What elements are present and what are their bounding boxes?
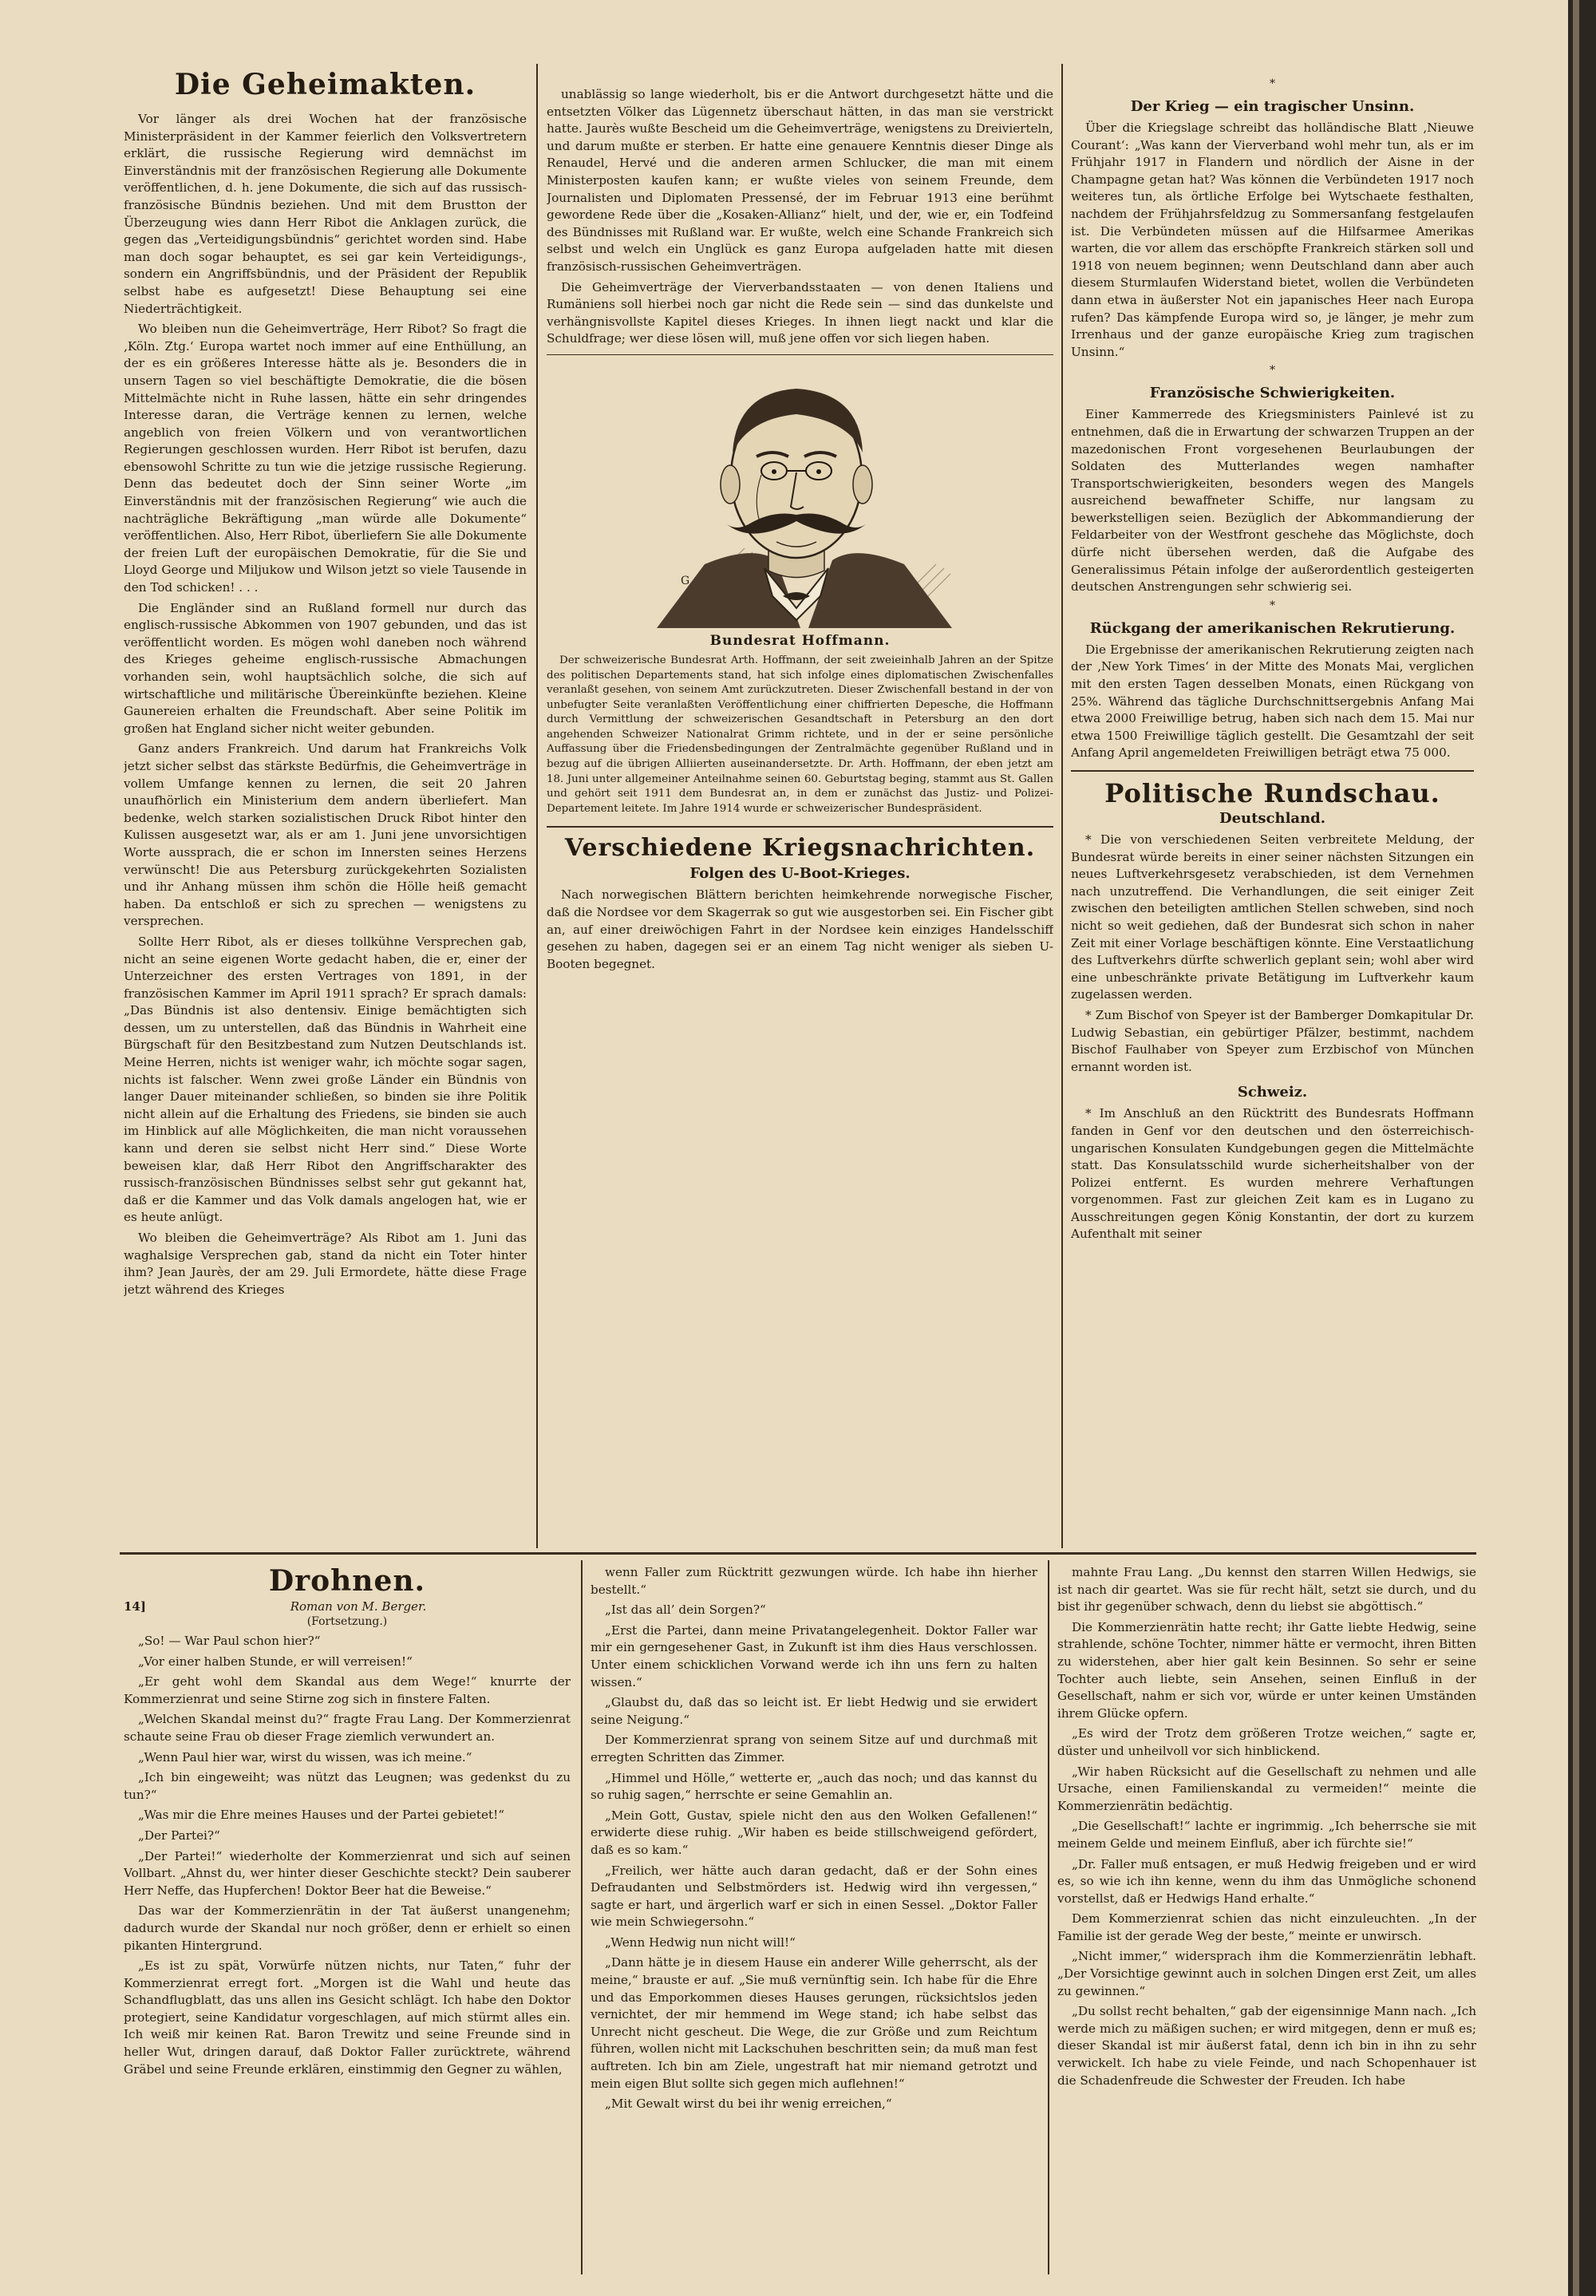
- paragraph: „Er geht wohl dem Skandal aus dem Wege!“ knurrte der Kommerzienrat und seine Stirne zog sich in finstere Falten.: [124, 1674, 571, 1706]
- column-rule: [581, 1560, 583, 2274]
- serial-byline-row: [124, 1599, 571, 1614]
- portrait-illustration: [633, 365, 968, 628]
- serial-column-1: [124, 1564, 571, 2266]
- subhead-krieg-unsinn: Der Krieg — ein tragischer Unsinn.: [1130, 98, 1415, 115]
- paragraph: Einer Kammerrede des Kriegsministers Painlevé ist zu entnehmen, daß die in Erwartung der schwarzen Truppen an der mazedonischen Front vorgesehenen Beurlaubungen der Soldaten des Mutterlandes wegen namhafter Transportschwierigkeiten, besonders wegen des Mangels ausreichend bewaffneter Schiffe, nur langsam zu bewerkstelligen seien. Bezüglich der Abkommandierung der Feldarbeiter von der Westfront geschehe das Möglichste, doch dürfe nicht übersehen werden, daß die Aufgabe des Generalissimus Pétain infolge der außerordentlich gesteigerten deutschen Anstrengungen sehr schwierig sei.: [1071, 407, 1474, 595]
- paragraph: „Wir haben Rücksicht auf die Gesellschaft zu nehmen und alle Ursache, einen Familienskandal zu vermeiden!“ meinte die Kommerzienrätin bedächtig.: [1057, 1764, 1476, 1813]
- paragraph: „Ich bin eingeweiht; was nützt das Leugnen; was gedenkst du zu tun?“: [124, 1770, 571, 1802]
- paragraph: * Im Anschluß an den Rücktritt des Bundesrats Hoffmann fanden in Genf vor den deutschen und den österreichisch-ungarischen Konsulaten Kundgebungen gegen die Mittelmächte statt. Das Konsulatsschild wurde sicherheitshalber von der Polizei entfernt. Es wurden mehrere Verhaftungen vorgenommen. Fast zur gleichen Zeit kam es in Lugano zu Ausschreitungen gegen König Konstantin, der dort zu kurzem Aufenthalt mit seiner: [1071, 1106, 1474, 1242]
- paragraph: „Was mir die Ehre meines Hauses und der Partei gebietet!“: [138, 1808, 504, 1823]
- paragraph: „Es ist zu spät, Vorwürfe nützen nichts, nur Taten,“ fuhr der Kommerzienrat erregt fort. „Morgen ist die Wahl und heute das Schandflugblatt, das uns allen ins Gesicht schlägt. Ich habe den Doktor protegiert, seine Kandidatur vorgeschlagen, auf mich stürmt alles ein. Ich weiß mir keinen Rat. Baron Trewitz und seine Freunde sind in heller Wut, dringen darauf, daß Doktor Faller zurücktrete, während Gräbel und seine Freunde erklären, einstimmig den Gegner zu wählen,: [124, 1958, 571, 2077]
- feuilleton-rule: [120, 1552, 1476, 1555]
- paragraph: Über die Kriegslage schreibt das holländische Blatt ‚Nieuwe Courant‘: „Was kann der Vierverband wohl mehr tun, als er im Frühjahr 1917 in Flandern und nördlich der Aisne in der Champagne getan hat? Was können die Verbündeten 1917 noch weiteres tun, als örtliche Erfolge bei Wytschaete festhalten, nachdem der Frühjahrsfeldzug zu Sommersanfang festgelaufen ist. Die Verbündeten müssen auf die Hilfsarmee Amerikas warten, die vor allem das erschöpfte Frankreich stärken soll und 1918 von neuem beginnen; wenn Deutschland dann aber auch diesem Sturmlaufen Widerstand bietet, wollen die Verbündeten dann etwa in äußerster Not ein japanisches Heer nach Europa rufen? Das kämpfende Europa wird so, je länger, je mehr zum Irrenhaus und der ganze europäische Krieg zum tragischen Unsinn.“: [1071, 121, 1474, 359]
- paragraph: Nach norwegischen Blättern berichten heimkehrende norwegische Fischer, daß die Nordsee vor dem Skagerrak so gut wie ausgestorben sei. Ein Fischer gibt an, auf einer dreiwöchigen Fahrt in der Nordsee kein einziges Handelsschiff gesehen zu haben, dagegen sei er an einem Tag nicht weniger als sieben U-Booten begegnet.: [547, 887, 1053, 971]
- paragraph: mahnte Frau Lang. „Du kennst den starren Willen Hedwigs, sie ist nach dir geartet. Was sie für recht hält, setzt sie durch, und du bist ihr gegenüber schwach, denn du liebst sie abgöttisch.“: [1057, 1565, 1476, 1614]
- paragraph: Der Kommerzienrat sprang von seinem Sitze auf und durchmaß mit erregten Schritten das Zimmer.: [591, 1733, 1037, 1764]
- article-title-kriegsnachrichten: Verschiedene Kriegsnachrichten.: [564, 834, 1036, 863]
- subhead-schweiz: Schweiz.: [1237, 1084, 1308, 1101]
- paragraph: „Dann hätte je in diesem Hause ein anderer Wille geherrscht, als der meine,“ brauste er auf. „Sie muß vernünftig sein. Ich habe für die Ehre und das Emporkommen dieses Hauses gerungen, rücksichtslos jeden vernichtet, der mir hemmend im Wege stand; ich habe selbst das Unrecht nicht gescheut. Die Wege, die zur Größe und zum Reichtum führen, wollen nicht mit Lackschuhen beschritten sein; da muß man fest auftreten. Ich bin am Ziele, ungestraft hat mir niemand getrotzt und mein eigen Blut sollte sich gegen mich auflehnen!“: [591, 1955, 1037, 2091]
- paragraph: Die Ergebnisse der amerikanischen Rekrutierung zeigten nach der ‚New York Times‘ in der Mitte des Monats Mai, verglichen mit den ersten Tagen desselben Monats, einen Rückgang von 25%. Während das tägliche Durchschnittsergebnis Anfang Mai etwa 2000 Freiwillige betrug, haben sich nach dem 15. Mai nur etwa 1500 Freiwillige täglich gestellt. Die Gesamtzahl der seit Anfang April angemeldeten Freiwilligen beträgt etwa 75 000.: [1071, 642, 1474, 761]
- paragraph: „So! — War Paul schon hier?“: [138, 1634, 321, 1648]
- paragraph: „Erst die Partei, dann meine Privatangelegenheit. Doktor Faller war mir ein gerngesehener Gast, in Zukunft ist ihm dies Haus verschlossen. Unter einem schicklichen Vorwand werde ich ihn uns fern zu halten wissen.“: [591, 1622, 1037, 1689]
- column-geheimakten-1: [124, 68, 527, 1543]
- svg-text:G: G: [680, 574, 689, 587]
- separator-star: *: [1270, 77, 1275, 90]
- separator-star: *: [1270, 599, 1275, 612]
- portrait-caption: Bundesrat Hoffmann.: [709, 632, 891, 649]
- paragraph: „Himmel und Hölle,“ wetterte er, „auch das noch; und das kannst du so ruhig sagen,“ herrschte er seine Gemahlin an.: [591, 1770, 1037, 1803]
- article-title-geheimakten: Die Geheimakten.: [174, 68, 476, 101]
- subhead-u-boot: Folgen des U-Boot-Krieges.: [689, 865, 911, 883]
- paragraph: Ganz anders Frankreich. Und darum hat Frankreichs Volk jetzt sicher selbst das stärkste Bedürfnis, die Geheimverträge in vollem Umfange kennen zu lernen, die seit 20 Jahren unaufhörlich ein Ministerium dem andern überliefert. Man bedenke, welch starken sozialistischen Druck Ribot hinter den Kulissen ausgesetzt war, als er am 1. Juni jene unvorsichtigen Worte aussprach, die er schon im Innersten seines Herzens verwünscht! Die aus Petersburg zurückgekehrten Sozialisten und ihr Anhang müssen ihm schön die Hölle heiß gemacht haben. Da entschloß er sich zu sprechen — wenigstens zu versprechen.: [124, 741, 527, 929]
- binding-edge: [1568, 0, 1596, 2296]
- separator-star: *: [1270, 364, 1275, 377]
- paragraph: „Es wird der Trotz dem größeren Trotze weichen,“ sagte er, düster und unheilvoll vor sich hinblickend.: [1057, 1726, 1476, 1758]
- paragraph: „Wenn Hedwig nun nicht will!“: [605, 1934, 796, 1950]
- paragraph: „Ist das all’ dein Sorgen?“: [605, 1602, 766, 1618]
- paragraph: Die Kommerzienrätin hatte recht; ihr Gatte liebte Hedwig, seine strahlende, schöne Tochter, nimmer hätte er vermocht, ihren Bitten zu widerstehen, aber hier galt kein Besinnen. So sehr er seine Tochter auch liebte, sein Ansehen, seinen Einfluß in der Gesellschaft, nahm er sich vor, würde er unter keinen Umständen ihrem Glücke opfern.: [1057, 1619, 1476, 1721]
- column-rule: [536, 64, 538, 1548]
- paragraph: „Der Partei?“: [138, 1828, 220, 1843]
- serial-continuation: (Fortsetzung.): [306, 1615, 388, 1628]
- paragraph: „Glaubst du, daß das so leicht ist. Er liebt Hedwig und sie erwidert seine Neigung.“: [591, 1695, 1037, 1727]
- paragraph: wenn Faller zum Rücktritt gezwungen würde. Ich habe ihn hierher bestellt.“: [591, 1565, 1037, 1597]
- paragraph: * Die von verschiedenen Seiten verbreitete Meldung, der Bundesrat würde bereits in einer seiner nächsten Sitzungen ein neues Luftverkehrsgesetz verabschieden, ist dem Vernehmen nach unzutreffend. Die Verhandlungen, die seit einiger Zeit zwischen den beteiligten amtlichen Stellen schweben, sind noch nicht so weit gediehen, daß der Bundesrat sich schon in naher Zeit mit einer Vorlage beschäftigen könnte. Eine Verstaatlichung des Luftverkehrs dürfte schwerlich geplant sein; wohl aber wird eine unbeschränkte private Betätigung im Luftverkehr kaum zugelassen werden.: [1071, 832, 1474, 1002]
- paragraph: Wo bleiben nun die Geheimverträge, Herr Ribot? So fragt die ‚Köln. Ztg.‘ Europa wartet noch immer auf eine Enthüllung, an der es ein größeres Interesse hätte als je. Besonders die in unsern Tagen so viel beschäftigte Demokratie, die die bösen Mittelmächte nicht in Ruhe lassen, hätte ein sehr dringendes Interesse daran, die Verträge kennen zu lernen, welche angeblich von freien Völkern und von verantwortlichen Regierungen geschlossen wurden. Herr Ribot ist berufen, dazu ebensowohl Schritte zu tun wie die jetzige russische Regierung. Denn das bedeutet doch der Sinn seiner Worte „im Einverständnis mit der französischen Regierung“ wie auch die nachträgliche Bekräftigung „man würde alle Dokumente“ veröffentlichen. Also, Herr Ribot, überliefern Sie alle Dokumente der freien Luft der europäischen Demokratie, für die Sie und Lloyd George und Miljukow und Wilson jetzt so viele Tausende in den Tod schicken! . . .: [124, 322, 527, 595]
- paragraph: „Vor einer halben Stunde, er will verreisen!“: [138, 1654, 413, 1669]
- serial-byline: Roman von M. Berger.: [290, 1599, 427, 1614]
- paragraph: unablässig so lange wiederholt, bis er die Antwort durchgesetzt hätte und die entsetzten Völker das Lügennetz überschaut hätten, in das man sie verstrickt hatte. Jaurès wußte Bescheid um die Geheimverträge, wenigstens zu Dreivierteln, und darum mußte er sterben. Er hatte eine genauere Kenntnis dieser Dinge als Renaudel, Hervé und die anderen armen Schlucker, die man mit einem Ministerposten kaufen kann; er wußte vieles von seinem Freunde, dem Journalisten und Diplomaten Pressensé, der im Februar 1913 eine berühmt gewordene Rede über die „Kosaken-Allianz“ hielt, und der, wie er, ein Todfeind des Bündnisses mit Rußland war. Er wußte, welch eine Schande Frankreich sich selbst und welch ein Unglück es ganz Europa aufgeladen hatte mit diesen französisch-russischen Geheimverträgen.: [547, 87, 1053, 274]
- paragraph: Dem Kommerzienrat schien das nicht einzuleuchten. „In der Familie ist der gerade Weg der beste,“ meinte er unwirsch.: [1057, 1911, 1476, 1943]
- portrait-text: Der schweizerische Bundesrat Arth. Hoffmann, der seit zweieinhalb Jahren an der Spitze des politischen Departements stand, hat sich infolge eines diplomatischen Zwischenfalles veranlaßt gesehen, von seinem Amt zurückzutreten. Dieser Zwischenfall bestand in der von unbefugter Seite veranlaßten Veröffentlichung einer chiffrierten Depesche, die Hoffmann durch Vermittlung der schweizerischen Gesandtschaft in Petersburg an den dort angehenden Schweizer Nationalrat Grimm richtete, und in der er seine persönliche Auffassung über die Friedensbedingungen der Zentralmächte gegenüber Rußland und in bezug auf die übrigen Alliierten auseinandersetzte. Dr. Arth. Hoffmann, der eben jetzt am 18. Juni unter allgemeiner Anteilnahme seinen 60. Geburtstag beging, stammt aus St. Gallen und gehört seit 1911 dem Bundesrat an, in dem er zunächst das Justiz- und Polizei-Departement leitete. Im Jahre 1914 wurde er schweizerischer Bundespräsident.: [547, 654, 1053, 815]
- paragraph: Die Geheimverträge der Vierverbandsstaaten — von denen Italiens und Rumäniens soll hierbei noch gar nicht die Rede sein — sind das dunkelste und verhängnisvollste Kapitel dieses Krieges. In ihnen liegt nackt und klar die Schuldfrage; wer diese lösen will, muß jene offen vor sich liegen haben.: [547, 279, 1053, 346]
- paragraph: „Mit Gewalt wirst du bei ihr wenig erreichen,“: [605, 2096, 892, 2112]
- column-geheimakten-2: [547, 86, 1053, 1547]
- serial-column-2: [591, 1564, 1037, 2266]
- subhead-franzoesisch: Französische Schwierigkeiten.: [1149, 385, 1396, 402]
- paragraph: „Dr. Faller muß entsagen, er muß Hedwig freigeben und er wird es, so wie ich ihn kenne, wenn du ihm das Unmögliche schonend vorstellst, daß er Hedwigs Hand erhalte.“: [1057, 1856, 1476, 1906]
- paragraph: Die Engländer sind an Rußland formell nur durch das englisch-russische Abkommen von 1907 gebunden, und das ist veröffentlicht worden. Es mögen wohl daneben noch während des Krieges geheime englisch-russische Abmachungen vorhanden sein, wohl hauptsächlich solche, die sich auf wirtschaftliche und militärische Übereinkünfte beziehen. Kleine Gaunereien erhalten die Freundschaft. Aber seine Politik im großen hat England sicher nicht weiter gebunden.: [124, 600, 527, 736]
- paragraph: * Zum Bischof von Speyer ist der Bamberger Domkapitular Dr. Ludwig Sebastian, ein gebürtiger Pfälzer, bestimmt, nachdem Bischof Faulhaber von Speyer zum Erzbischof von München ernannt worden ist.: [1071, 1007, 1474, 1074]
- paragraph: „Die Gesellschaft!“ lachte er ingrimmig. „Ich beherrsche sie mit meinem Gelde und meinem Einfluß, aber ich fürchte sie!“: [1057, 1819, 1476, 1851]
- paragraph: Das war der Kommerzienrätin in der Tat äußerst unangenehm; dadurch wurde der Skandal nur noch größer, denn er erhielt so einen pikanten Hintergrund.: [124, 1903, 571, 1953]
- paragraph: Vor länger als drei Wochen hat der französische Ministerpräsident in der Kammer feierlich den Volksvertretern erklärt, die russische Regierung wird demnächst im Einverständnis mit der französischen Regierung alle Dokumente veröffentlichen, d. h. jene Dokumente, die sich auf das russisch-französische Bündnis beziehen. Und mit dem Brustton der Überzeugung wies dann Herr Ribot die Anklagen zurück, die gegen das „Verteidigungsbündnis“ gerichtet worden sind. Habe man doch sogar behauptet, es sei gar kein Verteidigungs-, sondern ein Angriffsbündnis, und der Präsident der Republik selbst habe es aufgesetzt! Diese Behauptung sei eine Niederträchtigkeit.: [124, 112, 527, 316]
- article-title-rundschau: Politische Rundschau.: [1104, 778, 1440, 808]
- paragraph: „Wenn Paul hier war, wirst du wissen, was ich meine.“: [138, 1749, 472, 1764]
- subhead-deutschland: Deutschland.: [1219, 810, 1326, 827]
- paragraph: Wo bleiben die Geheimverträge? Als Ribot am 1. Juni das waghalsige Versprechen gab, stand da nicht ein Toter hinter ihm? Jean Jaurès, der am 29. Juli Ermordete, hätte diese Frage jetzt während des Krieges: [124, 1231, 527, 1297]
- column-kriegsnachrichten-3: [1071, 76, 1474, 1548]
- subhead-rekrutierung: Rückgang der amerikanischen Rekrutierung.: [1089, 619, 1456, 637]
- paragraph: „Mein Gott, Gustav, spiele nicht den aus den Wolken Gefallenen!“ erwiderte diese ruhig. „Wir haben es beide stillschweigend gefördert, daß es so kam.“: [591, 1808, 1037, 1857]
- column-rule: [1061, 64, 1063, 1548]
- column-rule: [1048, 1560, 1049, 2274]
- serial-number: 14]: [124, 1599, 146, 1614]
- paragraph: „Nicht immer,“ widersprach ihm die Kommerzienrätin lebhaft. „Der Vorsichtige gewinnt auch in solchen Dingen erst Zeit, um alles zu gewinnen.“: [1057, 1949, 1476, 1998]
- paragraph: „Welchen Skandal meinst du?“ fragte Frau Lang. Der Kommerzienrat schaute seine Frau ob dieser Frage ziemlich verwundert an.: [124, 1712, 571, 1744]
- serial-title: Drohnen.: [268, 1564, 426, 1598]
- serial-column-3: [1057, 1564, 1476, 2266]
- paragraph: Sollte Herr Ribot, als er dieses tollkühne Versprechen gab, nicht an seine eigenen Worte gedacht haben, die er, einer der Unterzeichner des ersten Vertrages von 1891, in der französischen Kammer im April 1911 sprach? Er sprach damals: „Das Bündnis ist also dentensiv. Einige bemächtigten sich dessen, um zu unterstellen, daß das Bündnis in Wahrheit eine Bürgschaft für den Besitzbestand zum Nutzen Deutschlands ist. Meine Herren, nichts ist weniger wahr, ich möchte sogar sagen, nichts ist falscher. Wenn zwei große Länder ein Bündnis von langer Dauer miteinander schließen, so binden sie ihre Politik nicht allein auf die Erhaltung des Friedens, sie binden sie auch im Hinblick auf alle Möglichkeiten, die man nicht voraussehen kann und deren sie selbst nicht Herr sind.“ Diese Worte beweisen klar, daß Herr Ribot den Angriffscharakter des russisch-französischen Bündnisses selbst sehr gut gekannt hat, daß er die Kammer und das Volk damals angelogen hat, wie er es heute anlügt.: [124, 934, 527, 1225]
- paragraph: „Freilich, wer hätte auch daran gedacht, daß er der Sohn eines Defraudanten und Selbstmörders ist. Hedwig wird ihn vergessen,“ sagte er hart, und ärgerlich warf er sich in einen Sessel. „Doktor Faller wie mein Schwiegersohn.“: [591, 1863, 1037, 1930]
- paragraph: „Du sollst recht behalten,“ gab der eigensinnige Mann nach. „Ich werde mich zu mäßigen suchen; er wird mitgegen, denn er muß es; dieser Skandal ist mir äußerst fatal, denn ich bin in ihn zu sehr verwickelt. Ich habe zu viele Feinde, und nach Schopenhauer ist die Schadenfreude die Schwester der Freuden. Ich habe: [1057, 2004, 1476, 2088]
- paragraph: „Der Partei!“ wiederholte der Kommerzienrat und sich auf seinen Vollbart. „Ahnst du, wer hinter dieser Geschichte steckt? Dein sauberer Herr Neffe, das Hupferchen! Doktor Beer hat die Beweise.“: [124, 1848, 571, 1898]
